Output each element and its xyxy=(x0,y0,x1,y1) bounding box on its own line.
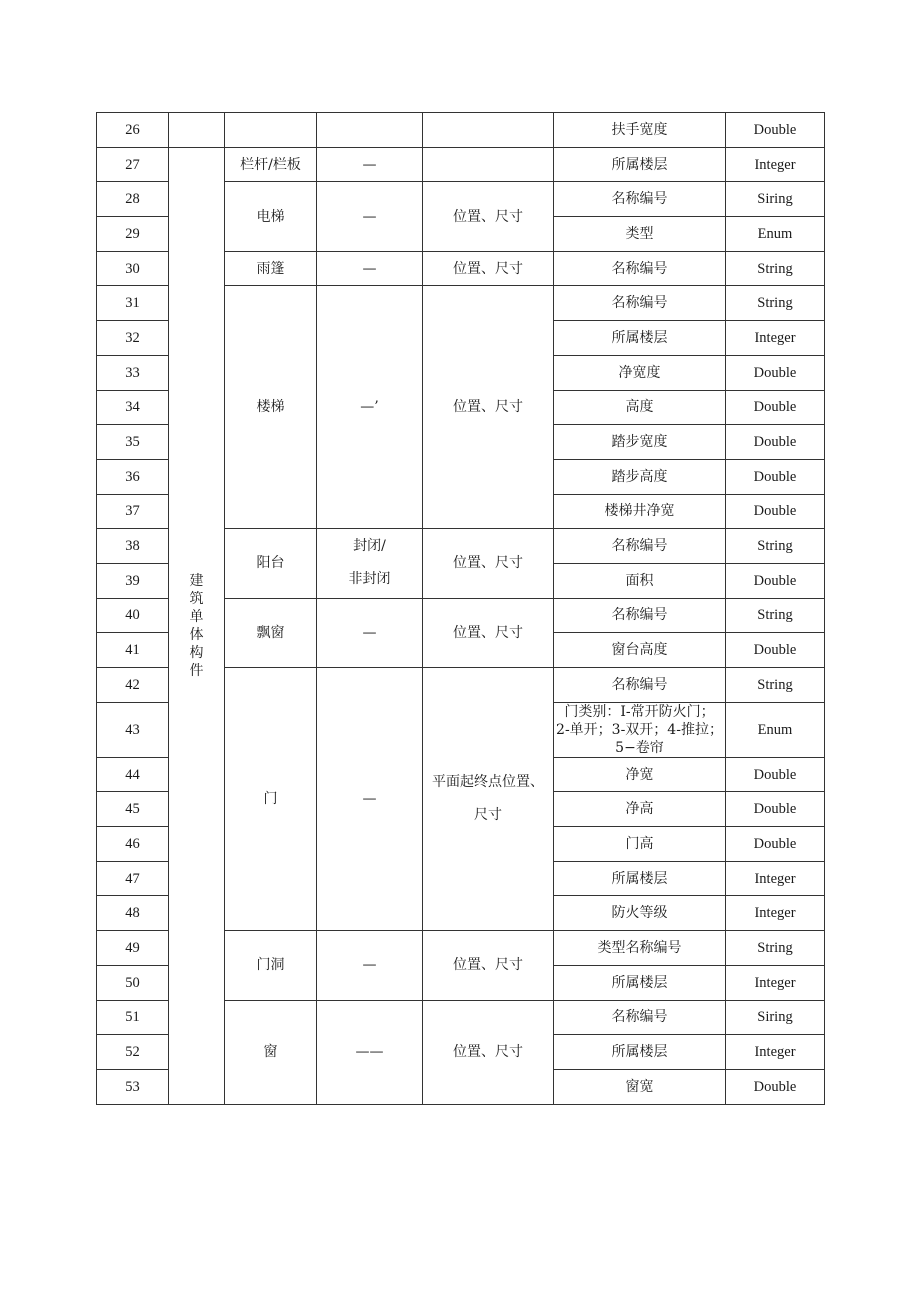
row-number: 37 xyxy=(97,494,169,529)
geometry-cell-empty xyxy=(423,113,554,148)
subtype-cell-empty xyxy=(317,113,423,148)
data-type: String xyxy=(726,931,825,966)
component-name: 门 xyxy=(225,668,317,931)
row-number: 40 xyxy=(97,598,169,633)
row-number: 38 xyxy=(97,529,169,564)
category-char: 建 xyxy=(189,572,204,589)
attribute-name: 名称编号 xyxy=(554,286,726,321)
data-type: Double xyxy=(726,827,825,862)
data-type: Double xyxy=(726,355,825,390)
row-number: 47 xyxy=(97,861,169,896)
component-geometry: 位置、尺寸 xyxy=(423,286,554,529)
data-type: String xyxy=(726,251,825,286)
attribute-name: 净宽度 xyxy=(554,355,726,390)
component-subtype: — xyxy=(317,598,423,667)
attribute-name: 踏步高度 xyxy=(554,459,726,494)
attribute-name: 名称编号 xyxy=(554,182,726,217)
category-cell-empty xyxy=(169,113,225,148)
row-number: 31 xyxy=(97,286,169,321)
data-type: Integer xyxy=(726,861,825,896)
component-name: 楼梯 xyxy=(225,286,317,529)
row-number: 45 xyxy=(97,792,169,827)
attribute-name: 窗台高度 xyxy=(554,633,726,668)
category-char: 体 xyxy=(189,626,204,643)
category-cell xyxy=(169,147,225,1104)
component-subtype: — xyxy=(317,931,423,1000)
attribute-name: 高度 xyxy=(554,390,726,425)
data-type: Enum xyxy=(726,217,825,252)
component-geometry: 位置、尺寸 xyxy=(423,931,554,1000)
row-number: 29 xyxy=(97,217,169,252)
data-type: Double xyxy=(726,792,825,827)
row-number: 26 xyxy=(97,113,169,148)
attribute-name: 类型 xyxy=(554,217,726,252)
component-geometry: 位置、尺寸 xyxy=(423,1000,554,1104)
row-number: 33 xyxy=(97,355,169,390)
data-type: Siring xyxy=(726,182,825,217)
attribute-name: 类型名称编号 xyxy=(554,931,726,966)
attribute-name: 名称编号 xyxy=(554,529,726,564)
row-number: 49 xyxy=(97,931,169,966)
category-char: 件 xyxy=(189,662,204,679)
component-subtype: —’ xyxy=(317,286,423,529)
data-type: Integer xyxy=(726,1035,825,1070)
component-subtype: — xyxy=(317,251,423,286)
data-type: Siring xyxy=(726,1000,825,1035)
data-type: Double xyxy=(726,633,825,668)
data-type: Double xyxy=(726,390,825,425)
data-type: Enum xyxy=(726,702,825,757)
row-number: 41 xyxy=(97,633,169,668)
attribute-name: 所属楼层 xyxy=(554,965,726,1000)
category-char: 构 xyxy=(189,644,204,661)
data-type: Double xyxy=(726,563,825,598)
data-type: String xyxy=(726,668,825,703)
category-char: 单 xyxy=(189,608,204,625)
attribute-name: 所属楼层 xyxy=(554,861,726,896)
geometry-line: 平面起终点位置、 xyxy=(432,774,544,791)
component-name: 栏杆/栏板 xyxy=(225,147,317,182)
component-subtype: — xyxy=(317,668,423,931)
component-subtype xyxy=(317,529,423,598)
attribute-name: 扶手宽度 xyxy=(554,113,726,148)
data-type: String xyxy=(726,598,825,633)
attribute-name xyxy=(554,702,726,757)
row-number: 35 xyxy=(97,425,169,460)
component-geometry: 位置、尺寸 xyxy=(423,598,554,667)
component-name: 窗 xyxy=(225,1000,317,1104)
attribute-line: 门类别：I-常开防火门； xyxy=(564,703,715,720)
row-number: 34 xyxy=(97,390,169,425)
subtype-line: 封闭/ xyxy=(353,538,386,555)
attribute-name: 名称编号 xyxy=(554,598,726,633)
attribute-name: 所属楼层 xyxy=(554,321,726,356)
data-type: String xyxy=(726,529,825,564)
table-row xyxy=(97,113,825,148)
attribute-name: 净高 xyxy=(554,792,726,827)
data-type: String xyxy=(726,286,825,321)
row-number: 39 xyxy=(97,563,169,598)
row-number: 30 xyxy=(97,251,169,286)
component-name: 飘窗 xyxy=(225,598,317,667)
row-number: 50 xyxy=(97,965,169,1000)
component-name: 门洞 xyxy=(225,931,317,1000)
attribute-line: 2-单开；3-双开；4-推拉； xyxy=(556,721,723,738)
attribute-name: 净宽 xyxy=(554,757,726,792)
row-number: 42 xyxy=(97,668,169,703)
data-type: Double xyxy=(726,494,825,529)
row-number: 43 xyxy=(97,702,169,757)
attribute-name: 楼梯井净宽 xyxy=(554,494,726,529)
row-number: 48 xyxy=(97,896,169,931)
attribute-name: 门高 xyxy=(554,827,726,862)
component-attribute-table xyxy=(96,112,825,1105)
attribute-name: 所属楼层 xyxy=(554,147,726,182)
attribute-name: 面积 xyxy=(554,563,726,598)
row-number: 36 xyxy=(97,459,169,494)
row-number: 51 xyxy=(97,1000,169,1035)
attribute-name: 所属楼层 xyxy=(554,1035,726,1070)
attribute-line: 5−卷帘 xyxy=(615,739,664,756)
component-name: 雨篷 xyxy=(225,251,317,286)
attribute-name: 名称编号 xyxy=(554,251,726,286)
data-type: Double xyxy=(726,757,825,792)
component-geometry: 位置、尺寸 xyxy=(423,251,554,286)
attribute-name: 名称编号 xyxy=(554,1000,726,1035)
data-type: Integer xyxy=(726,896,825,931)
row-number: 28 xyxy=(97,182,169,217)
component-name: 阳台 xyxy=(225,529,317,598)
data-type: Integer xyxy=(726,321,825,356)
attribute-name: 防火等级 xyxy=(554,896,726,931)
component-subtype: —— xyxy=(317,1000,423,1104)
component-geometry: 位置、尺寸 xyxy=(423,182,554,251)
data-type: Double xyxy=(726,1069,825,1104)
component-subtype: — xyxy=(317,182,423,251)
data-type: Integer xyxy=(726,147,825,182)
row-number: 27 xyxy=(97,147,169,182)
geometry-line: 尺寸 xyxy=(474,807,502,824)
component-geometry: 位置、尺寸 xyxy=(423,529,554,598)
attribute-name: 名称编号 xyxy=(554,668,726,703)
subtype-line: 非封闭 xyxy=(348,571,391,588)
row-number: 52 xyxy=(97,1035,169,1070)
attribute-name: 窗宽 xyxy=(554,1069,726,1104)
row-number: 53 xyxy=(97,1069,169,1104)
data-type: Double xyxy=(726,425,825,460)
category-char: 筑 xyxy=(189,590,204,607)
table-row xyxy=(97,147,825,182)
component-geometry xyxy=(423,147,554,182)
component-subtype: — xyxy=(317,147,423,182)
data-type: Double xyxy=(726,459,825,494)
data-type: Double xyxy=(726,113,825,148)
component-name: 电梯 xyxy=(225,182,317,251)
row-number: 32 xyxy=(97,321,169,356)
row-number: 46 xyxy=(97,827,169,862)
attribute-name: 踏步宽度 xyxy=(554,425,726,460)
data-type: Integer xyxy=(726,965,825,1000)
component-geometry xyxy=(423,668,554,931)
row-number: 44 xyxy=(97,757,169,792)
component-cell-empty xyxy=(225,113,317,148)
